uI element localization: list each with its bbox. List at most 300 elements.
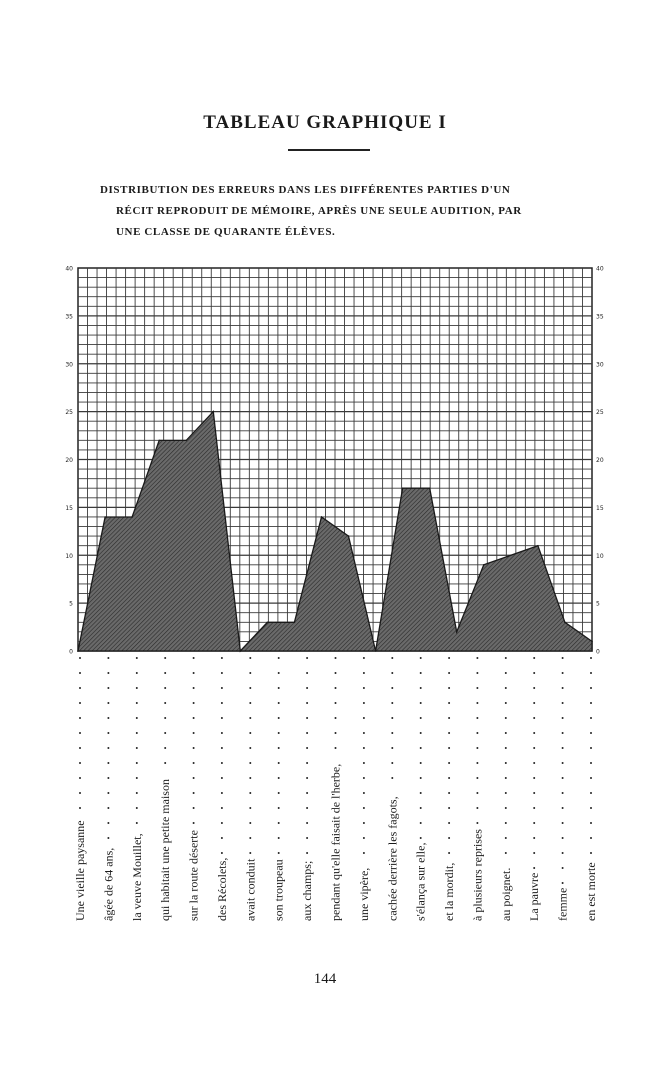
leader-dot xyxy=(249,837,251,839)
leader-dot xyxy=(107,762,109,764)
leader-dot xyxy=(448,792,450,794)
leader-dot xyxy=(221,807,223,809)
leader-dot xyxy=(533,762,535,764)
leader-dot xyxy=(136,792,138,794)
leader-dot xyxy=(136,762,138,764)
data-point xyxy=(185,440,187,442)
y-tick-label-left: 10 xyxy=(65,552,73,560)
category-label: Une vieille paysanne xyxy=(73,820,87,921)
leader-dot xyxy=(193,657,195,659)
leader-dot xyxy=(420,777,422,779)
leader-dot xyxy=(562,702,564,704)
leader-dot xyxy=(590,777,592,779)
data-point xyxy=(402,487,404,489)
leader-dot xyxy=(136,732,138,734)
category-labels xyxy=(73,764,598,921)
leader-dot xyxy=(278,672,280,674)
leader-dot xyxy=(107,777,109,779)
leader-dot xyxy=(335,687,337,689)
category-label: aux champs; xyxy=(300,860,315,921)
leader-dot xyxy=(448,687,450,689)
category-label: qui habitait une petite maison xyxy=(158,779,173,921)
leader-dot xyxy=(306,762,308,764)
leader-dot xyxy=(391,687,393,689)
leader-dot xyxy=(79,672,81,674)
leader-dot xyxy=(391,717,393,719)
data-point xyxy=(348,535,350,537)
leader-dot xyxy=(363,702,365,704)
leader-dot xyxy=(136,807,138,809)
leader-dot xyxy=(221,657,223,659)
leader-dot xyxy=(420,672,422,674)
leader-dot xyxy=(107,837,109,839)
leader-dot xyxy=(562,822,564,824)
leader-dot xyxy=(420,657,422,659)
leader-dot xyxy=(562,747,564,749)
leader-dot xyxy=(562,852,564,854)
leader-dot xyxy=(306,687,308,689)
leader-dot xyxy=(590,672,592,674)
leader-dot xyxy=(107,732,109,734)
data-point xyxy=(375,650,377,652)
leader-dot xyxy=(363,807,365,809)
leader-dot xyxy=(420,792,422,794)
y-tick-label-left: 15 xyxy=(65,504,73,512)
leader-dot xyxy=(505,657,507,659)
leader-dot xyxy=(249,807,251,809)
category-label: La pauvre xyxy=(527,872,542,921)
leader-dot xyxy=(306,807,308,809)
category-label: avait conduit xyxy=(243,858,258,921)
leader-dot xyxy=(391,747,393,749)
leader-dot xyxy=(164,672,166,674)
data-point xyxy=(321,516,323,518)
leader-dot xyxy=(164,732,166,734)
leader-dot xyxy=(533,792,535,794)
leader-dot xyxy=(562,762,564,764)
leader-dot xyxy=(79,762,81,764)
category-label: et la mordit, xyxy=(442,862,457,921)
leader-dot xyxy=(562,792,564,794)
leader-dot xyxy=(420,702,422,704)
y-tick-label-left: 25 xyxy=(65,409,73,417)
leader-dot xyxy=(136,822,138,824)
leader-dot xyxy=(79,687,81,689)
leader-dot xyxy=(164,762,166,764)
leader-dot xyxy=(221,762,223,764)
y-tick-label-right: 15 xyxy=(596,504,604,512)
leader-dot xyxy=(79,807,81,809)
leader-dot xyxy=(533,867,535,869)
data-point xyxy=(429,487,431,489)
leader-dot xyxy=(391,672,393,674)
leader-dot xyxy=(249,747,251,749)
leader-dot xyxy=(107,807,109,809)
leader-dot xyxy=(221,687,223,689)
leader-dot xyxy=(164,702,166,704)
leader-dot xyxy=(590,837,592,839)
leader-dot xyxy=(505,747,507,749)
leader-dot xyxy=(590,807,592,809)
leader-dot xyxy=(249,777,251,779)
leader-dot xyxy=(221,702,223,704)
leader-dot xyxy=(420,762,422,764)
leader-dot xyxy=(193,717,195,719)
leader-dot xyxy=(249,732,251,734)
leader-dot xyxy=(363,762,365,764)
data-point xyxy=(564,622,566,624)
leader-dot xyxy=(476,702,478,704)
leader-dot xyxy=(391,762,393,764)
page-title: TABLEAU GRAPHIQUE I xyxy=(203,112,447,133)
data-point xyxy=(213,411,215,413)
category-label: s'élança sur elle, xyxy=(413,842,428,921)
data-point xyxy=(537,545,539,547)
leader-dot xyxy=(136,717,138,719)
leader-dot xyxy=(221,732,223,734)
leader-dot xyxy=(505,672,507,674)
leader-dot xyxy=(306,822,308,824)
leader-dot xyxy=(590,747,592,749)
leader-dot xyxy=(448,837,450,839)
leader-dot xyxy=(221,747,223,749)
leader-dot xyxy=(221,837,223,839)
leader-dot xyxy=(533,777,535,779)
leader-dot xyxy=(278,852,280,854)
leader-dot xyxy=(448,717,450,719)
leader-dot xyxy=(420,747,422,749)
y-tick-label-right: 40 xyxy=(596,265,604,273)
leader-dot xyxy=(164,687,166,689)
leader-dot xyxy=(562,732,564,734)
data-point xyxy=(456,631,458,633)
leader-dot xyxy=(476,747,478,749)
leader-dot xyxy=(363,657,365,659)
leader-dot xyxy=(306,777,308,779)
leader-dot xyxy=(590,717,592,719)
leader-dot xyxy=(107,747,109,749)
leader-dot xyxy=(335,717,337,719)
leader-dot xyxy=(562,807,564,809)
leader-dot xyxy=(533,717,535,719)
leader-dot xyxy=(278,732,280,734)
y-tick-label-left: 35 xyxy=(65,313,73,321)
category-label: une vipère, xyxy=(356,867,371,921)
leader-dot xyxy=(533,702,535,704)
caption-line-1: DISTRIBUTION DES ERREURS DANS LES DIFFÉRENTES PARTIES D'UN xyxy=(100,184,511,196)
leader-dot xyxy=(79,732,81,734)
leader-dot xyxy=(533,807,535,809)
leader-dot xyxy=(448,672,450,674)
leader-dot xyxy=(306,792,308,794)
leader-dot xyxy=(391,702,393,704)
leader-dot xyxy=(505,792,507,794)
leader-dot xyxy=(278,822,280,824)
leader-dot xyxy=(278,702,280,704)
leader-dot xyxy=(306,852,308,854)
leader-dot xyxy=(562,882,564,884)
leader-dot xyxy=(505,717,507,719)
data-point xyxy=(240,650,242,652)
leader-dot xyxy=(476,732,478,734)
leader-dot xyxy=(193,777,195,779)
leader-dot xyxy=(363,732,365,734)
leader-dot xyxy=(363,747,365,749)
category-label: sur la route déserte xyxy=(186,830,201,921)
leader-dot xyxy=(391,777,393,779)
leader-dot xyxy=(164,747,166,749)
leader-dot xyxy=(420,687,422,689)
leader-dot xyxy=(249,762,251,764)
y-tick-label-left: 30 xyxy=(65,361,73,369)
data-point xyxy=(104,516,106,518)
leader-dot xyxy=(193,687,195,689)
leader-dot xyxy=(562,657,564,659)
y-tick-label-right: 30 xyxy=(596,361,604,369)
leader-dot xyxy=(476,777,478,779)
leader-dot xyxy=(562,837,564,839)
leader-dot xyxy=(448,702,450,704)
leader-dot xyxy=(107,822,109,824)
leader-dot xyxy=(505,852,507,854)
leader-dot xyxy=(590,792,592,794)
leader-dot xyxy=(164,657,166,659)
leader-dot xyxy=(448,807,450,809)
leader-dot xyxy=(107,687,109,689)
leader-dot xyxy=(107,702,109,704)
leader-dot xyxy=(193,807,195,809)
leader-dot xyxy=(221,672,223,674)
leader-dot xyxy=(590,732,592,734)
leader-dot xyxy=(448,762,450,764)
leader-dot xyxy=(476,657,478,659)
leader-dot xyxy=(221,717,223,719)
leader-dot xyxy=(533,747,535,749)
leader-dot xyxy=(107,792,109,794)
leader-dot xyxy=(278,837,280,839)
leader-dot xyxy=(448,657,450,659)
leader-dot xyxy=(193,762,195,764)
leader-dot xyxy=(249,717,251,719)
y-tick-label-left: 20 xyxy=(65,457,73,464)
leader-dot xyxy=(306,747,308,749)
category-label: son troupeau xyxy=(271,859,286,921)
y-tick-label-right: 5 xyxy=(596,600,600,608)
leader-dot xyxy=(562,717,564,719)
leader-dot xyxy=(448,732,450,734)
leader-dot xyxy=(306,717,308,719)
category-label: âgée de 64 ans, xyxy=(101,847,116,921)
leader-dot xyxy=(476,822,478,824)
y-tick-label-right: 20 xyxy=(596,457,604,464)
data-point xyxy=(267,622,269,624)
leader-dot xyxy=(335,657,337,659)
y-tick-label-right: 10 xyxy=(596,552,604,560)
leader-dot xyxy=(193,822,195,824)
leader-dot xyxy=(193,747,195,749)
leader-dot xyxy=(590,702,592,704)
y-tick-label-left: 5 xyxy=(69,600,73,608)
leader-dot xyxy=(505,762,507,764)
leader-dot xyxy=(249,702,251,704)
leader-dot xyxy=(533,657,535,659)
leader-dot xyxy=(420,837,422,839)
leader-dot xyxy=(107,717,109,719)
leader-dot xyxy=(590,687,592,689)
leader-dot xyxy=(107,672,109,674)
leader-dot xyxy=(533,852,535,854)
leader-dot xyxy=(505,702,507,704)
leader-dot xyxy=(505,777,507,779)
leader-dot xyxy=(533,822,535,824)
leader-dot xyxy=(221,852,223,854)
leader-dot xyxy=(363,687,365,689)
leader-dot xyxy=(448,852,450,854)
category-label: la veuve Mouillet, xyxy=(129,833,144,921)
leader-dot xyxy=(363,792,365,794)
leader-dot xyxy=(278,717,280,719)
leader-dot xyxy=(136,777,138,779)
leader-dot xyxy=(306,702,308,704)
leader-dot xyxy=(476,792,478,794)
y-tick-label-right: 25 xyxy=(596,409,604,417)
leader-dot xyxy=(193,792,195,794)
leader-dot xyxy=(79,792,81,794)
y-tick-label-right: 0 xyxy=(596,648,600,656)
category-label: à plusieurs reprises xyxy=(470,829,485,921)
leader-dot xyxy=(136,687,138,689)
leader-dot xyxy=(448,822,450,824)
y-tick-label-left: 40 xyxy=(65,265,73,273)
category-label: au poignet. xyxy=(498,867,513,921)
leader-dot xyxy=(533,732,535,734)
leader-dot xyxy=(278,762,280,764)
leader-dot xyxy=(590,852,592,854)
page-number: 144 xyxy=(313,971,337,987)
leader-dot xyxy=(278,747,280,749)
data-point xyxy=(483,564,485,566)
leader-dot xyxy=(278,657,280,659)
leader-dot xyxy=(562,777,564,779)
leader-dot xyxy=(476,717,478,719)
leader-dot xyxy=(476,672,478,674)
leader-dot xyxy=(391,732,393,734)
leader-dot xyxy=(363,822,365,824)
leader-dot xyxy=(590,762,592,764)
category-label: des Récolets, xyxy=(214,857,229,921)
leader-dot xyxy=(505,822,507,824)
leader-dot xyxy=(193,672,195,674)
leader-dot xyxy=(363,837,365,839)
category-label: femme xyxy=(555,887,570,921)
leader-dot xyxy=(335,732,337,734)
data-point xyxy=(294,622,296,624)
leader-dot xyxy=(193,702,195,704)
leader-dot xyxy=(306,672,308,674)
leader-dot xyxy=(136,657,138,659)
leader-dot xyxy=(136,672,138,674)
leader-dot xyxy=(249,687,251,689)
leader-dot xyxy=(335,672,337,674)
leader-dot xyxy=(79,747,81,749)
leader-dot xyxy=(79,777,81,779)
leader-dot xyxy=(505,732,507,734)
leader-dot xyxy=(193,732,195,734)
leader-dot xyxy=(107,657,109,659)
leader-dot xyxy=(420,822,422,824)
leader-dot xyxy=(363,717,365,719)
leader-dot xyxy=(249,852,251,854)
leader-dot xyxy=(363,852,365,854)
leader-dot xyxy=(335,702,337,704)
leader-dot xyxy=(221,822,223,824)
leader-dot xyxy=(562,687,564,689)
data-point xyxy=(131,516,133,518)
leader-dot xyxy=(306,837,308,839)
leader-dot xyxy=(505,807,507,809)
leader-dot xyxy=(136,702,138,704)
category-label: cachée derrière les fagots, xyxy=(385,796,400,921)
leader-dot xyxy=(249,792,251,794)
leader-dot xyxy=(79,702,81,704)
leader-dot xyxy=(562,672,564,674)
leader-dot xyxy=(420,807,422,809)
leader-dot xyxy=(448,747,450,749)
leader-dot xyxy=(278,687,280,689)
category-label: pendant qu'elle faisait de l'herbe, xyxy=(328,763,343,921)
leader-dot xyxy=(306,657,308,659)
leader-dot xyxy=(476,762,478,764)
leader-dot xyxy=(221,777,223,779)
data-point xyxy=(591,641,593,643)
leader-dot xyxy=(306,732,308,734)
category-label: en est morte xyxy=(584,862,598,921)
leader-dot xyxy=(505,837,507,839)
caption-line-3: UNE CLASSE DE QUARANTE ÉLÈVES. xyxy=(116,226,336,238)
leader-dot xyxy=(476,687,478,689)
leader-dot xyxy=(533,687,535,689)
leader-dot xyxy=(448,777,450,779)
leader-dot xyxy=(335,747,337,749)
leader-dot xyxy=(420,717,422,719)
leader-dot xyxy=(533,672,535,674)
leader-dot xyxy=(278,792,280,794)
leader-dot xyxy=(505,687,507,689)
leader-dot xyxy=(221,792,223,794)
leader-dot xyxy=(278,777,280,779)
leader-dot xyxy=(363,672,365,674)
leader-dot xyxy=(249,672,251,674)
data-point xyxy=(77,650,79,652)
leader-dot xyxy=(562,867,564,869)
data-point xyxy=(510,555,512,557)
leader-dot xyxy=(476,807,478,809)
data-point xyxy=(158,440,160,442)
leader-dot xyxy=(590,822,592,824)
leader-dot xyxy=(391,657,393,659)
leader-dot xyxy=(249,822,251,824)
leader-dot xyxy=(164,717,166,719)
leader-dot xyxy=(590,657,592,659)
y-tick-label-left: 0 xyxy=(69,648,73,656)
leader-dot xyxy=(79,717,81,719)
leader-dot xyxy=(136,747,138,749)
leader-dot xyxy=(533,837,535,839)
leader-dot xyxy=(249,657,251,659)
leader-dot xyxy=(79,657,81,659)
leader-dot xyxy=(278,807,280,809)
leader-dot xyxy=(363,777,365,779)
